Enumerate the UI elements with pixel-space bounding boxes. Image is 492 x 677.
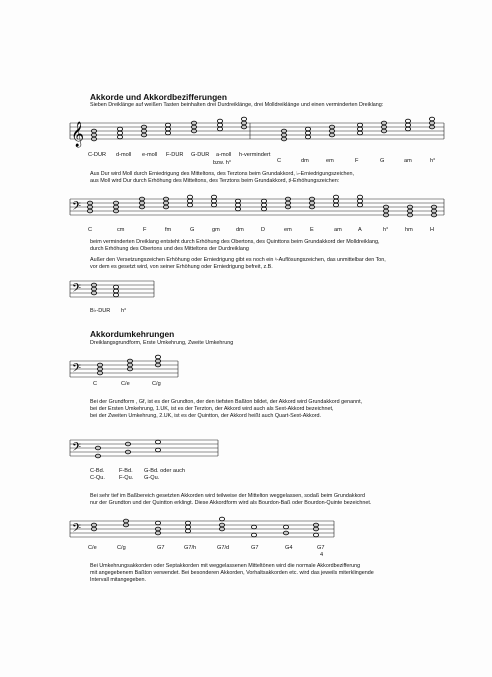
chord-label: C-Bd.: [90, 468, 105, 474]
chord-notehead: [217, 123, 222, 127]
chord-label: G7: [317, 545, 325, 551]
svg-text:𝄢: 𝄢: [72, 362, 82, 378]
chord-label: C/g: [117, 545, 126, 551]
subtitle-umkehrungen: Dreiklangsgrundform, Erste Umkehrung, Zweite Umkehrung: [90, 340, 234, 346]
chord-notehead: [357, 127, 362, 131]
chord-label: em: [284, 227, 292, 233]
text-septakkorde-3: Intervall mitangegeben.: [90, 577, 147, 583]
chord-notehead: [211, 203, 216, 207]
chord-label: G7: [157, 545, 165, 551]
chord-notehead: [405, 119, 410, 123]
chord-label: h°: [430, 158, 436, 164]
text-aufloesung-1: Außer den Versetzungszeichen Erhöhung oder Erniedrigung gibt es noch ein ♮-Auflösungszeichen, das unmittelbar den Ton,: [90, 257, 386, 263]
chord-notehead: [187, 203, 192, 207]
svg-text:𝄢: 𝄢: [72, 522, 82, 538]
chord-notehead: [357, 123, 362, 127]
chord-label: G7/h: [184, 545, 197, 551]
chord-label: G: [380, 158, 385, 164]
chord-notehead: [235, 203, 240, 207]
chord-label: F: [355, 158, 359, 164]
chord-label: a-moll: [216, 152, 232, 158]
chord-notehead: [155, 448, 160, 452]
chord-label: dm: [301, 158, 309, 164]
chord-label: E: [310, 227, 314, 233]
text-dur-moll-2: aus Moll wird Dur durch Erhöhung des Mitteltons, des Terztons beim Grundakkord, ♯-Erhöhungszeichen:: [90, 178, 340, 184]
text-septakkorde-2: mit angegebenem Baßton verwendet. Bei besonderen Akkorden, Vorhaltsakkorden etc. wird das jeweils miterklingende: [90, 570, 374, 576]
text-grundform-2: bei der Ersten Umkehrung, 1.UK, ist es der Terzton, der Akkord wird auch als Sext-Akkord bezeichnet,: [90, 406, 334, 412]
chord-label: C: [88, 227, 93, 233]
chord-label: em: [326, 158, 334, 164]
chord-label: G-Qu.: [144, 475, 160, 481]
chord-notehead: [357, 195, 362, 199]
chord-notehead: [283, 525, 288, 529]
chord-label: dm: [236, 227, 244, 233]
chord-label: gm: [212, 227, 220, 233]
chord-notehead: [187, 195, 192, 199]
chord-notehead: [165, 127, 170, 131]
chord-notehead: [155, 355, 160, 359]
chord-notehead: [333, 199, 338, 203]
chord-notehead: [217, 127, 222, 131]
text-bourdon-2: nur der Grundton und der Quintton erklingt. Diese Akkordform wird als Bourdon-Baß oder Bourdon-Quinte bezeichnet.: [90, 500, 372, 506]
chord-notehead: [165, 131, 170, 135]
chord-label: F-DUR: [166, 152, 184, 158]
chord-label: G-Bd. oder auch: [144, 468, 186, 474]
text-vermindert-2: durch Erhöhung des Obertons und des Mitteltons der Durdreiklang: [90, 246, 249, 252]
chord-notehead: [241, 117, 246, 121]
chord-notehead: [155, 440, 160, 444]
staff-bass-short: [70, 275, 156, 303]
chord-label: G-DUR: [191, 152, 210, 158]
chord-label: d-moll: [116, 152, 132, 158]
chord-notehead: [357, 131, 362, 135]
text-grundform-1: Bei der Grundform , Gf, ist es der Grundton, der den tiefsten Baßton bildet, der Akkord wird Grundakkord genannt,: [90, 399, 363, 405]
chord-notehead: [305, 135, 310, 139]
chord-notehead: [185, 525, 190, 529]
chord-label: C: [93, 381, 98, 387]
chord-label: D: [261, 227, 266, 233]
chord-notehead: [187, 199, 192, 203]
text-septakkorde-1: Bei Umkehrungsakkorden oder Septakkorden mit weggelassenen Mitteltönen wird die normale Akkordbezifferung: [90, 563, 361, 569]
chord-notehead: [357, 199, 362, 203]
chord-label: G4: [285, 545, 293, 551]
chord-label: F-Bd.: [119, 468, 133, 474]
chord-notehead: [219, 517, 224, 521]
chord-notehead: [261, 203, 266, 207]
chord-label: G7: [251, 545, 259, 551]
chord-label: h°: [383, 227, 389, 233]
chord-label: cm: [117, 227, 125, 233]
chord-notehead: [113, 293, 118, 297]
chord-notehead: [235, 199, 240, 203]
chord-notehead: [211, 199, 216, 203]
text-aufloesung-2: vor dem es gesetzt wird, von seiner Erhöhung oder Erniedrigung befreit, z.B.: [90, 264, 273, 270]
chord-label: am: [334, 227, 342, 233]
chord-notehead: [211, 195, 216, 199]
chord-notehead: [251, 525, 256, 529]
chord-label: H: [430, 227, 435, 233]
chord-notehead: [251, 533, 256, 537]
text-vermindert-1: beim verminderten Dreiklang entsteht durch Erhöhung des Obertons, des Quinttons beim Grundakkord der Molldreiklang,: [90, 239, 380, 245]
text-grundform-3: bei der Zweiten Umkehrung, 2.UK, ist es der Quintton, der Akkord heißt auch Quart-Sext-Akkord.: [90, 413, 322, 419]
chord-label: C-DUR: [88, 152, 107, 158]
chord-notehead: [333, 195, 338, 199]
svg-text:𝄢: 𝄢: [72, 200, 82, 216]
chord-notehead: [117, 127, 122, 131]
staff-inversions: [70, 355, 180, 383]
chord-label: h-vermindert: [239, 152, 271, 158]
chord-notehead: [155, 521, 160, 525]
chord-label: C/g: [152, 381, 161, 387]
chord-label: C: [277, 158, 282, 164]
chord-label: C-Qu.: [90, 475, 105, 481]
chord-notehead: [313, 533, 318, 537]
chord-label: hm: [405, 227, 413, 233]
chord-notehead: [117, 135, 122, 139]
chord-notehead: [305, 131, 310, 135]
chord-label: fm: [165, 227, 172, 233]
svg-text:𝄢: 𝄢: [72, 282, 82, 298]
chord-notehead: [235, 207, 240, 211]
chord-notehead: [261, 207, 266, 211]
staff-treble-chords: [70, 117, 446, 147]
chord-notehead: [217, 119, 222, 123]
chord-label: am: [404, 158, 412, 164]
chord-notehead: [117, 131, 122, 135]
chord-notehead: [305, 127, 310, 131]
chord-label: C/e: [88, 545, 97, 551]
section-title-akkorde: Akkorde und Akkordbezifferungen: [90, 92, 227, 102]
chord-notehead: [405, 123, 410, 127]
chord-notehead: [185, 529, 190, 533]
staff-septakkorde: [70, 515, 336, 545]
text-dur-moll-1: Aus Dur wird Moll durch Erniedrigung des Mitteltons, des Terztons beim Grundakkord, ♭-Erniedrigungszeichen,: [90, 171, 355, 177]
staff-bass-chords: [70, 193, 446, 221]
chord-label: G7/d: [217, 545, 230, 551]
chord-label: h°: [121, 308, 127, 314]
chord-notehead: [113, 289, 118, 293]
chord-label: F: [143, 227, 147, 233]
chord-notehead: [261, 199, 266, 203]
svg-text:𝄢: 𝄢: [72, 441, 82, 457]
chord-figure: 4: [320, 552, 324, 558]
chord-notehead: [165, 123, 170, 127]
chord-label: G: [190, 227, 195, 233]
chord-label: F-Qu.: [119, 475, 134, 481]
intro-text: Sieben Dreiklänge auf weißen Tasten beinhalten drei Durdreiklänge, drei Molldreiklänge und einen verminderten Dreiklang:: [90, 102, 384, 108]
chord-label: e-moll: [142, 152, 158, 158]
chord-notehead: [357, 203, 362, 207]
staff-bourdon: [70, 434, 220, 464]
svg-text:𝄞: 𝄞: [71, 122, 85, 147]
chord-label: A: [358, 227, 362, 233]
chord-label: B♭-DUR: [90, 308, 111, 314]
chord-notehead: [185, 521, 190, 525]
chord-notehead: [429, 117, 434, 121]
chord-label: C/e: [121, 381, 130, 387]
chord-notehead: [405, 127, 410, 131]
chord-notehead: [333, 203, 338, 207]
text-bourdon-1: Bei sehr tief im Baßbereich gesetzten Akkorden wird teilweise der Mittelton weggelassen, sodaß beim Grundakkord: [90, 493, 366, 499]
bzw-label: bzw. h°: [213, 160, 232, 166]
chord-notehead: [113, 285, 118, 289]
section-title-umkehrungen: Akkordumkehrungen: [90, 329, 175, 339]
